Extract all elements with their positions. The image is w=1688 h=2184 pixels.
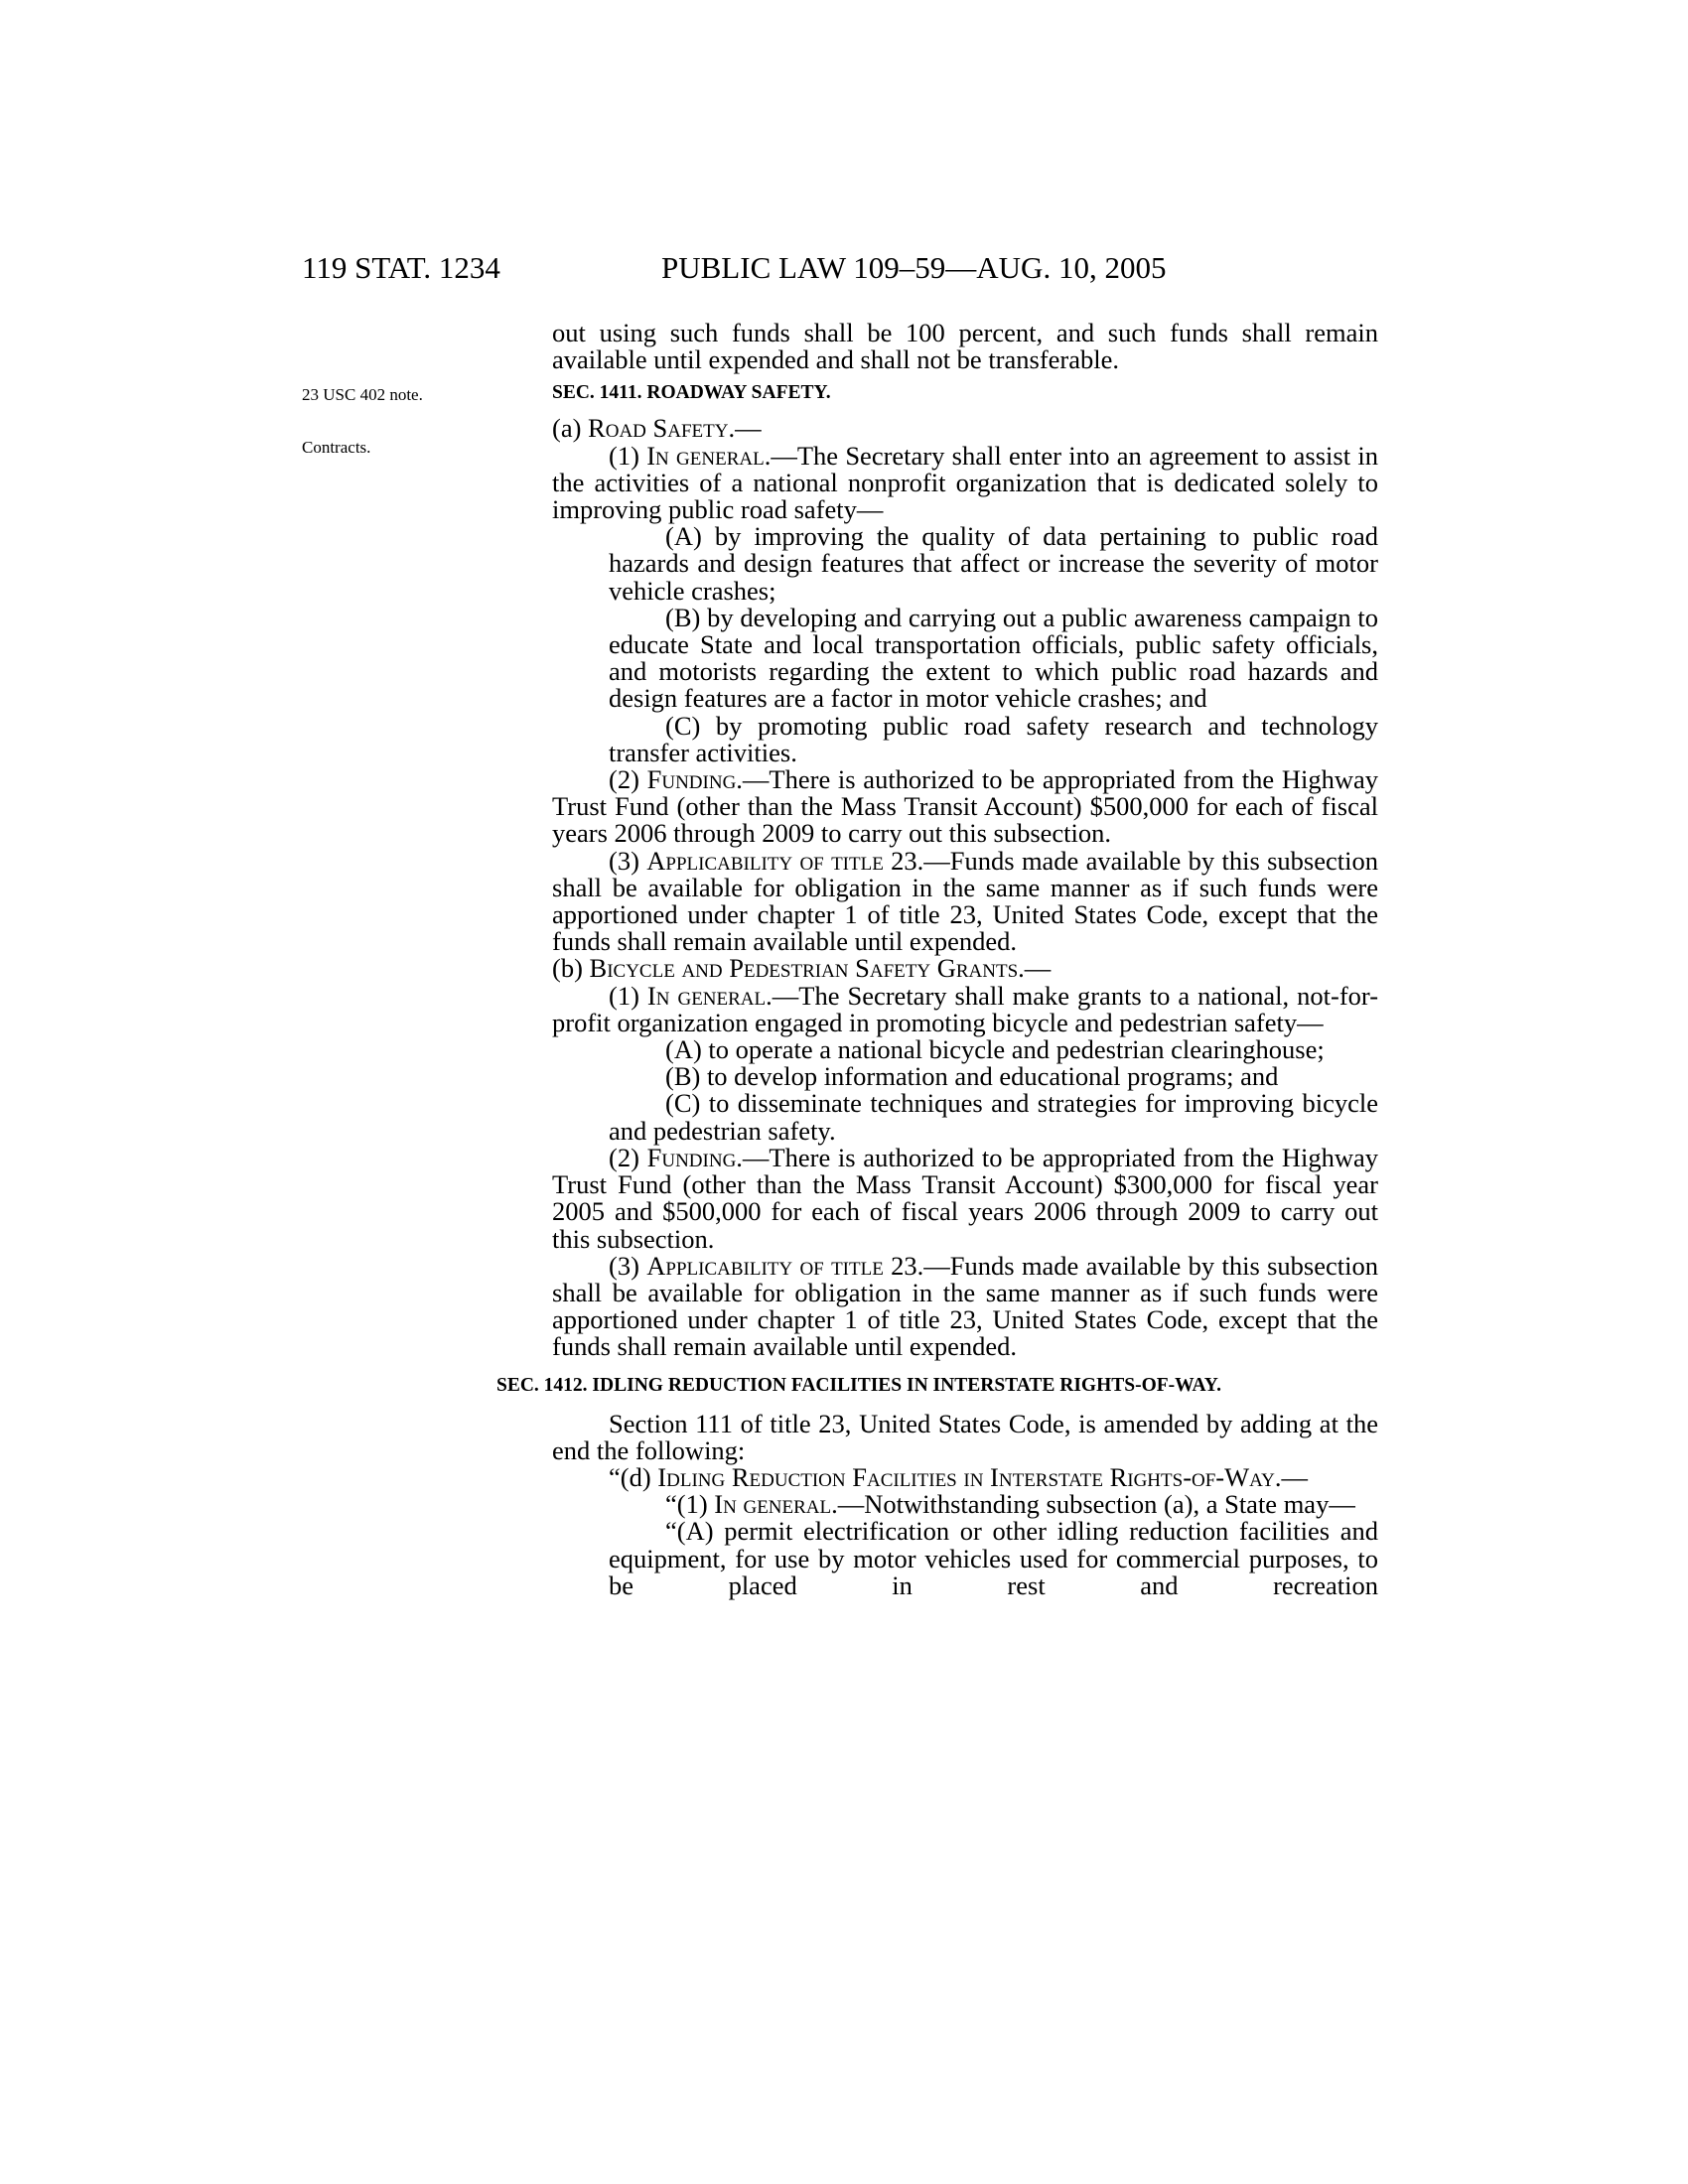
subsection-d-heading — [552, 1461, 1378, 1492]
paragraph-a3-text: —Funds made available by this subsection shall be available for obligation in the same manner as if such funds were apportioned under chapter 1 of title 23, United States Code, except that the funds shall remain available until expended. — [552, 845, 1378, 957]
clause-b1-B: (B) to develop information and educational programs; and — [665, 1061, 1279, 1092]
paragraph-a2-text: —There is authorized to be appropriated from the Highway Trust Fund (other than the Mass Transit Account) $500,000 for each of fiscal years 2006 through 2009 to carry out this subsection. — [552, 764, 1378, 849]
paragraph-b2-text: —There is authorized to be appropriated from the Highway Trust Fund (other than the Mass Transit Account) $300,000 for fiscal year 2005 and $500,000 for each of fiscal years 2006 through 2009 to carry out this subsection. — [552, 1142, 1378, 1254]
paragraph-b1 — [552, 980, 1379, 1037]
clause-a1-A: (A) by improving the quality of data pertaining to public road hazards and design features that affect or increase the severity of motor vehicle crashes; — [609, 521, 1378, 606]
paragraph-a3-title: Applicability of title 23. — [646, 845, 924, 876]
paragraph-d1-number: “(1) — [665, 1489, 715, 1520]
margin-note-contracts: Contracts. — [302, 438, 371, 457]
statute-body — [496, 318, 1379, 1600]
paragraph-d1-text: —Notwithstanding subsection (a), a State may— — [837, 1489, 1355, 1520]
subsection-a-label: (a) — [552, 413, 589, 444]
section-1412-heading: SEC. 1412. IDLING REDUCTION FACILITIES IN INTERSTATE RIGHTS-OF-WAY. — [496, 1374, 1221, 1396]
paragraph-b3-number: (3) — [609, 1250, 647, 1281]
subsection-a-title: Road Safety.— — [588, 413, 762, 444]
intro-continuation: out using such funds shall be 100 percent, and such funds shall remain available until expended and shall not be transferable. — [552, 318, 1378, 375]
paragraph-d1-title: In general. — [714, 1489, 838, 1520]
subsection-b-heading — [552, 955, 1378, 982]
stat-reference: 119 STAT. 1234 — [302, 250, 500, 285]
paragraph-a2-number: (2) — [609, 764, 647, 795]
paragraph-b2-number: (2) — [609, 1142, 647, 1172]
subsection-b-label: (b) — [552, 953, 590, 984]
clause-a1-B: (B) by developing and carrying out a public awareness campaign to educate State and local transportation officials, public safety officials, and motorists regarding the extent to which public road hazards and design features are a factor in motor vehicle crashes; and — [609, 602, 1378, 714]
paragraph-a1-number: (1) — [609, 440, 647, 471]
paragraph-a3 — [552, 845, 1378, 957]
subsection-d-title: Idling Reduction Facilities in Interstate Rights-of-Way.— — [657, 1461, 1308, 1492]
paragraph-a2-title: Funding. — [646, 764, 743, 795]
subsection-d-label: “(d) — [609, 1461, 658, 1492]
section-1412-intro: Section 111 of title 23, United States Code, is amended by adding at the end the following: — [552, 1408, 1378, 1465]
paragraph-b1-text: —The Secretary shall make grants to a national, not-for-profit organization engaged in promoting bicycle and pedestrian safety— — [552, 980, 1379, 1037]
section-1411-heading: SEC. 1411. ROADWAY SAFETY. — [552, 382, 831, 404]
paragraph-b1-number: (1) — [609, 980, 647, 1011]
paragraph-b1-title: In general. — [646, 980, 773, 1011]
paragraph-b3-title: Applicability of title 23. — [646, 1250, 924, 1281]
clause-d1-A: “(A) permit electrification or other idling reduction facilities and equipment, for use by motor vehicles used for commercial purposes, to be placed in rest and recreation — [609, 1516, 1378, 1600]
margin-note-usc: 23 USC 402 note. — [302, 385, 423, 404]
paragraph-a1-text: —The Secretary shall enter into an agreement to assist in the activities of a national nonprofit organization that is dedicated solely to improving public road safety— — [552, 440, 1378, 525]
clause-b1-C: (C) to disseminate techniques and strategies for improving bicycle and pedestrian safety. — [609, 1088, 1378, 1146]
paragraph-a3-number: (3) — [609, 845, 647, 876]
paragraph-a1-title: In general. — [646, 440, 772, 471]
paragraph-b3-text: —Funds made available by this subsection shall be available for obligation in the same manner as if such funds were apportioned under chapter 1 of title 23, United States Code, except that the funds shall remain available until expended. — [552, 1250, 1378, 1362]
paragraph-b2 — [552, 1142, 1378, 1254]
paragraph-b3 — [552, 1250, 1378, 1362]
clause-a1-C: (C) by promoting public road safety research and technology transfer activities. — [609, 710, 1378, 767]
clause-b1-A: (A) to operate a national bicycle and pedestrian clearinghouse; — [665, 1034, 1325, 1065]
page-header — [0, 250, 1688, 290]
subsection-b-title: Bicycle and Pedestrian Safety Grants.— — [589, 953, 1052, 984]
paragraph-a1 — [552, 440, 1378, 525]
public-law-title: PUBLIC LAW 109–59—AUG. 10, 2005 — [661, 250, 1167, 285]
paragraph-d1 — [552, 1491, 1378, 1518]
paragraph-b2-title: Funding. — [646, 1142, 743, 1172]
subsection-a-heading — [552, 415, 1378, 442]
paragraph-a2 — [552, 766, 1378, 848]
